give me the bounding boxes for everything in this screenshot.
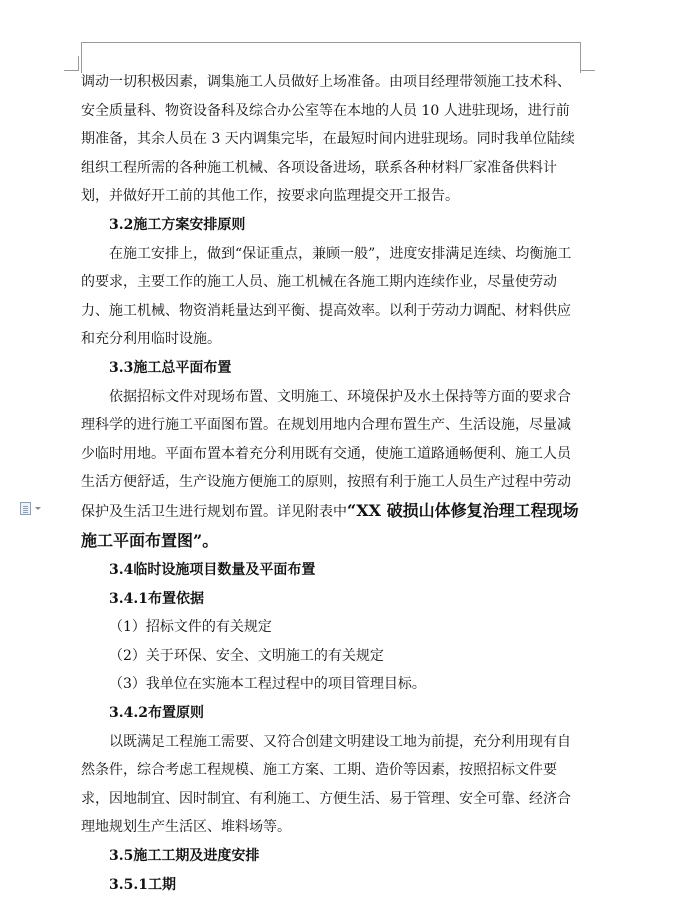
heading-3-5-1: 3.5.1工期 bbox=[109, 876, 176, 893]
dropdown-arrow-icon bbox=[35, 507, 41, 510]
page-corner-mark-left bbox=[64, 56, 79, 71]
paragraph-site-layout bbox=[81, 383, 581, 557]
heading-3-3: 3.3施工总平面布置 bbox=[109, 359, 232, 376]
paragraph-options-button[interactable] bbox=[20, 501, 48, 515]
heading-3-5: 3.5施工工期及进度安排 bbox=[109, 848, 260, 865]
layout-drawing-reference: “XX 破损山体修复治理工程现场施工平面布置图”。 bbox=[81, 500, 579, 550]
paragraph-site-layout-text: 依据招标文件对现场布置、文明施工、环境保护及水土保持等方面的要求合理科学的进行施工平面图布置。在规划用地内合理布置生产、生活设施，尽量减少临时用地。平面布置本着充分利用既有交通，使施工道路通畅便利、施工人员生活方便舒适，生产设施方便施工的原则，按照有利于施工人员生产过程中劳动保护及生活卫生进行规划布置。详见附表中 bbox=[81, 388, 571, 520]
heading-3-2: 3.2施工方案安排原则 bbox=[109, 216, 246, 233]
document-icon bbox=[20, 502, 31, 515]
list-item: （3）我单位在实施本工程过程中的项目管理目标。 bbox=[109, 676, 426, 693]
list-item: （2）关于环保、安全、文明施工的有关规定 bbox=[109, 647, 384, 664]
heading-3-4-2: 3.4.2布置原则 bbox=[109, 705, 204, 722]
paragraph-continuation: 调动一切积极因素，调集施工人员做好上场准备。由项目经理带领施工技术科、安全质量科、物资设备科及综合办公室等在本地的人员 10 人进驻现场，进行前期准备，其余人员在 3 天内调集完毕，在最短时间内进驻现场。同时我单位陆续组织工程所需的各种施工机械、各项设备进场，联系各种材料厂家准备供料计划，并做好开工前的其他工作，按要求向监理提交开工报告。 bbox=[81, 74, 575, 205]
list-item: （1）招标文件的有关规定 bbox=[109, 619, 272, 636]
heading-3-4: 3.4临时设施项目数量及平面布置 bbox=[109, 562, 316, 579]
document-body[interactable] bbox=[81, 68, 581, 897]
paragraph-construction-principle: 在施工安排上，做到“保证重点，兼顾一般”，进度安排满足连续、均衡施工的要求，主要工作的施工人员、施工机械在各施工期内连续作业，尽量使劳动力、施工机械、物资消耗量达到平衡、提高效率。以利于劳动力调配、材料供应和充分利用临时设施。 bbox=[81, 245, 572, 348]
paragraph-layout-principle: 以既满足工程施工需要、又符合创建文明建设工地为前提，充分利用现有自然条件，综合考虑工程规模、施工方案、工期、造价等因素，按照招标文件要求，因地制宜、因时制宜、有利施工、方便生活、易于管理、安全可靠、经济合理地规划生产生活区、堆料场等。 bbox=[81, 733, 571, 836]
page-corner-mark-right bbox=[580, 56, 595, 71]
heading-3-4-1: 3.4.1布置依据 bbox=[109, 590, 204, 607]
